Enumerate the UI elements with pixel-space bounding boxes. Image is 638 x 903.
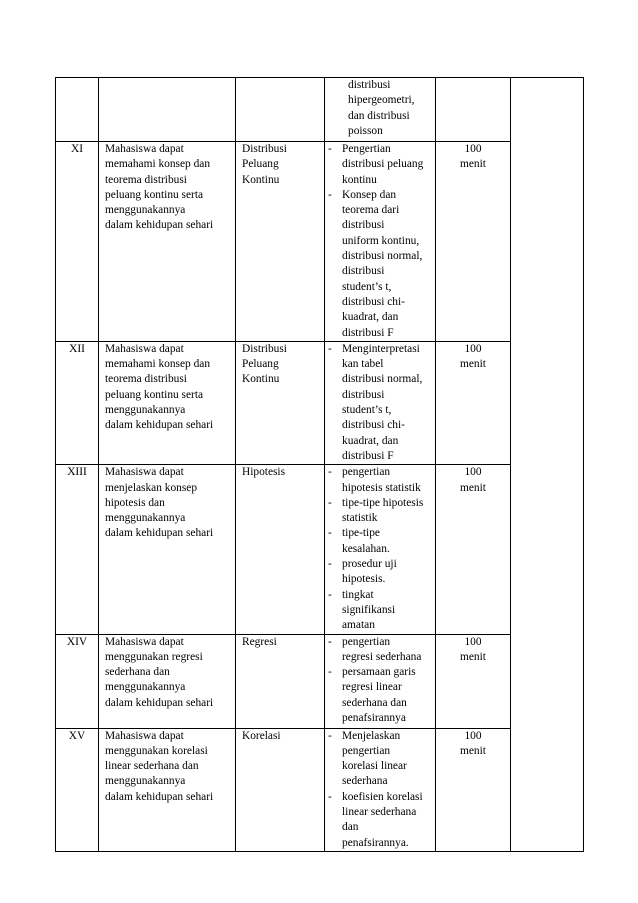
- list-item: [325, 635, 435, 666]
- text-line: 100: [464, 729, 482, 742]
- text-line: dalam kehidupan sehari: [105, 419, 214, 432]
- text-line: sederhana dan: [342, 696, 407, 709]
- text-line: menit: [460, 744, 486, 757]
- table-row: [56, 465, 584, 634]
- text-line: distribusi: [348, 79, 391, 91]
- list-item: [325, 142, 435, 188]
- text-line: korelasi linear: [342, 760, 407, 773]
- meeting-number: [56, 634, 99, 728]
- meeting-number: [56, 728, 99, 851]
- time-allocation: [436, 465, 511, 634]
- topic-continued: [331, 78, 435, 139]
- text-line: menggunakannya: [105, 404, 186, 417]
- objective-cell: [99, 465, 236, 634]
- text-line: menit: [460, 650, 486, 663]
- list-item: [325, 342, 435, 464]
- meeting-number: [56, 341, 99, 464]
- text-line: sederhana dan: [105, 666, 170, 679]
- topic-cell: [325, 634, 436, 728]
- text-line: hipotesis statistik: [342, 481, 421, 494]
- text-line: menggunakannya: [105, 681, 186, 694]
- text-line: teorema distribusi: [105, 373, 187, 386]
- text-line: - pengertian: [342, 635, 391, 648]
- text-line: penafsirannya.: [342, 836, 409, 849]
- notes-column: [511, 78, 584, 852]
- list-item: [325, 496, 435, 527]
- text-line: menit: [460, 158, 486, 171]
- table-row: [56, 341, 584, 464]
- objective-cell: [99, 634, 236, 728]
- text-line: dalam kehidupan sehari: [105, 790, 214, 803]
- topic-list: [325, 342, 435, 464]
- meeting-number: [56, 465, 99, 634]
- text-line: hipotesis.: [342, 573, 386, 586]
- text-line: memahami konsep dan: [105, 358, 211, 371]
- text-line: Peluang: [242, 358, 279, 371]
- topic-cell: [325, 341, 436, 464]
- meeting-number: [56, 142, 99, 342]
- list-item: [325, 188, 435, 341]
- table-row: [56, 142, 584, 342]
- material-cell: [236, 142, 325, 342]
- text-line: Hipotesis: [242, 466, 286, 479]
- text-line: menit: [460, 481, 486, 494]
- text-line: linear sederhana dan: [105, 760, 199, 773]
- time-allocation: [436, 341, 511, 464]
- text-line: dalam kehidupan sehari: [105, 219, 214, 232]
- text-line: Kontinu: [242, 173, 280, 186]
- text-line: XIII: [67, 466, 87, 479]
- text-line: Mahasiswa dapat: [105, 143, 184, 155]
- text-line: kesalahan.: [342, 542, 390, 555]
- text-line: - koefisien korelasi: [342, 790, 423, 803]
- text-line: linear sederhana: [342, 805, 417, 818]
- text-line: Mahasiswa dapat: [105, 466, 184, 479]
- text-line: Korelasi: [242, 729, 281, 742]
- text-line: - Menjelaskan: [342, 729, 401, 742]
- text-line: distribusi F: [342, 326, 394, 339]
- text-line: menggunakan korelasi: [105, 744, 208, 757]
- text-line: statistik: [342, 512, 378, 525]
- text-line: sederhana: [342, 775, 388, 788]
- material-cell: [236, 341, 325, 464]
- topic-list: [325, 465, 435, 633]
- objective-cell: [99, 341, 236, 464]
- text-line: Distribusi: [242, 143, 287, 155]
- text-line: memahami konsep dan: [105, 158, 211, 171]
- text-line: Distribusi: [242, 342, 287, 355]
- list-item: [325, 588, 435, 634]
- text-line: poisson: [348, 124, 383, 137]
- text-line: hipotesis dan: [105, 496, 165, 509]
- time-allocation: [436, 142, 511, 342]
- text-line: regresi sederhana: [342, 650, 422, 663]
- text-line: distribusi: [342, 388, 385, 401]
- text-line: peluang kontinu serta: [105, 188, 204, 201]
- text-line: student’s t,: [342, 280, 392, 293]
- objective-cell: [99, 728, 236, 851]
- text-line: - Pengertian: [342, 143, 391, 155]
- topic-list: [325, 635, 435, 727]
- text-line: distribusi normal,: [342, 373, 423, 386]
- text-line: penafsirannya: [342, 711, 406, 724]
- text-line: Mahasiswa dapat: [105, 635, 184, 648]
- text-line: kuadrat, dan: [342, 434, 399, 447]
- text-line: peluang kontinu serta: [105, 388, 204, 401]
- text-line: Regresi: [242, 635, 277, 648]
- text-line: regresi linear: [342, 681, 402, 694]
- text-line: - Konsep dan: [342, 188, 397, 201]
- material-cell: [236, 728, 325, 851]
- list-item: [325, 557, 435, 588]
- text-line: - tipe-tipe hipotesis: [342, 496, 424, 509]
- text-line: distribusi F: [342, 449, 394, 462]
- text-line: distribusi chi-: [342, 419, 405, 432]
- text-line: distribusi peluang: [342, 158, 424, 171]
- cell-empty: [236, 78, 325, 142]
- text-line: menggunakannya: [105, 512, 186, 525]
- cell-empty: [99, 78, 236, 142]
- text-line: XII: [69, 342, 85, 355]
- text-line: XV: [68, 729, 86, 742]
- text-line: student’s t,: [342, 404, 392, 417]
- text-line: 100: [464, 466, 482, 479]
- text-line: menjelaskan konsep: [105, 481, 198, 494]
- topic-cell: [325, 728, 436, 851]
- text-line: dalam kehidupan sehari: [105, 527, 214, 540]
- text-line: - tingkat: [342, 588, 374, 601]
- text-line: Mahasiswa dapat: [105, 342, 184, 355]
- text-line: dan distribusi: [348, 109, 410, 122]
- topic-list: [325, 142, 435, 341]
- text-line: menggunakan regresi: [105, 650, 203, 663]
- text-line: hipergeometri,: [348, 94, 415, 107]
- text-line: menggunakannya: [105, 204, 186, 217]
- table-row: [56, 728, 584, 851]
- text-line: 100: [464, 342, 482, 355]
- text-line: dalam kehidupan sehari: [105, 696, 214, 709]
- text-line: distribusi chi-: [342, 295, 405, 308]
- text-line: - persamaan garis: [342, 666, 416, 679]
- text-line: dan: [342, 821, 359, 834]
- table-row: [56, 634, 584, 728]
- text-line: teorema dari: [342, 204, 400, 217]
- text-line: amatan: [342, 619, 375, 632]
- cell-empty: [436, 78, 511, 142]
- text-line: Mahasiswa dapat: [105, 729, 184, 742]
- text-line: teorema distribusi: [105, 173, 187, 186]
- material-cell: [236, 634, 325, 728]
- topic-cell: [325, 78, 436, 142]
- text-line: XI: [70, 143, 84, 155]
- text-line: distribusi normal,: [342, 250, 423, 263]
- material-cell: [236, 465, 325, 634]
- syllabus-table: [55, 77, 584, 852]
- text-line: distribusi: [342, 219, 385, 232]
- text-line: - Menginterpretasi: [342, 342, 420, 355]
- objective-cell: [99, 142, 236, 342]
- table-row-continued: [56, 78, 584, 142]
- text-line: pengertian: [342, 744, 391, 757]
- time-allocation: [436, 634, 511, 728]
- text-line: kuadrat, dan: [342, 311, 399, 324]
- cell-empty: [56, 78, 99, 142]
- text-line: Peluang: [242, 158, 279, 171]
- text-line: XIV: [66, 635, 88, 648]
- text-line: menit: [460, 358, 486, 371]
- text-line: distribusi: [342, 265, 385, 278]
- topic-list: [325, 729, 435, 851]
- list-item: [325, 465, 435, 496]
- text-line: signifikansi: [342, 603, 396, 616]
- topic-cell: [325, 142, 436, 342]
- text-line: menggunakannya: [105, 775, 186, 788]
- list-item: [325, 665, 435, 726]
- text-line: - prosedur uji: [342, 558, 397, 571]
- text-line: kontinu: [342, 173, 377, 186]
- text-line: - pengertian: [342, 466, 391, 479]
- text-line: Kontinu: [242, 373, 280, 386]
- text-line: 100: [464, 635, 482, 648]
- time-allocation: [436, 728, 511, 851]
- text-line: 100: [464, 143, 482, 155]
- text-line: uniform kontinu,: [342, 234, 420, 247]
- topic-cell: [325, 465, 436, 634]
- list-item: [325, 526, 435, 557]
- text-line: kan tabel: [342, 358, 384, 371]
- list-item: [325, 729, 435, 790]
- text-line: - tipe-tipe: [342, 527, 380, 540]
- list-item: [325, 790, 435, 851]
